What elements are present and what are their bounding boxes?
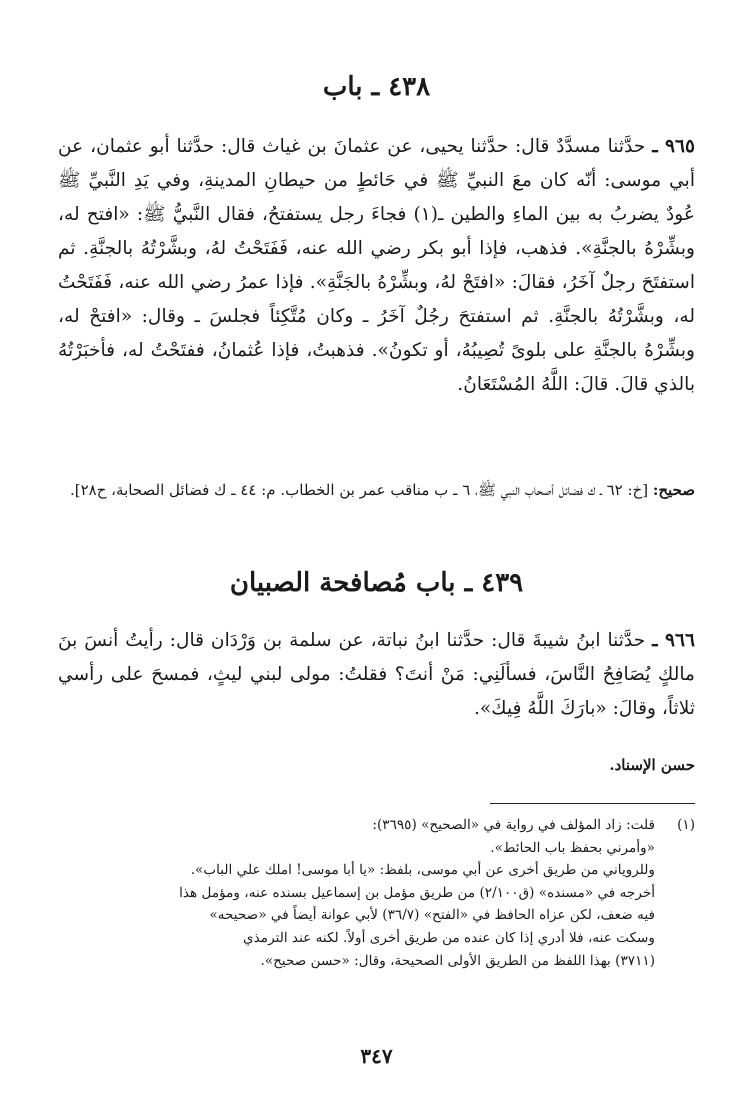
footnote-line: فيه ضعف، لكن عزاه الحافظ في «الفتح» (٣٦/٧) لأبي عوانة أيضاً في «صحيحه»: [209, 907, 655, 924]
hadith-965: [58, 130, 695, 402]
hadith-text: حدَّثنا مسدَّدٌ قال: حدَّثنا يحيى، عن عثمانَ بن غياث قال: حدَّثنا أبو عثمان، عن أبي موسى: أنّه كان معَ النبيِّ ﷺ في حَائطٍ من حيطانِ المدينةِ، وفي يَدِ النَّبيِّ ﷺ عُودٌ يضربُ به بين الماءِ والطين ـ(١) فجاءَ رجل يستفتحُ، فقال النَّبيُّ ﷺ: «افتح له، وبشِّرْهُ بالجنَّةِ». فذهب، فإذا أبو بكر رضي الله عنه، فَفَتَحْتُ لهُ، وبشَّرْتُهُ بالجنَّةِ. ثم استفتَحَ رجلٌ آخَرُ، فقالَ: «افتَحْ لهُ، وبشِّرْهُ بالجَنَّةِ». فإذا عمرُ رضي الله عنه، فَفَتَحْتُ له، وبشَّرْتُهُ بالجنَّةِ. ثم استفتحَ رجُلٌ آخَرُ ـ وكان مُتَّكِئاً فجلسَ ـ وقال: «افتحْ له، وبشِّرْهُ بالجنَّةِ على بلوىً تُصِيبُهُ، أو تكونُ». فذهبتُ، فإذا عُثمانُ، ففتَحْتُ له، فأخبَرْتُهُ بالذي قالَ. قالَ: اللَّهُ المُسْتَعَانُ.: [58, 136, 696, 395]
hadith-number: ٩٦٥ ـ: [652, 136, 696, 157]
footnote-line: أخرجه في «مسنده» (ق٢/١٠٠) من طريق مؤمل بن إسماعيل بسنده عنه، ومؤمل هذا: [179, 884, 655, 901]
hadith-number: ٩٦٦ ـ: [652, 630, 695, 651]
grading-label: صحيح:: [652, 481, 695, 499]
page-number: ٣٤٧: [360, 1044, 393, 1068]
chapter-title-439: ٤٣٩ ـ باب مُصافحة الصبيان: [229, 568, 524, 598]
footnote-marker: (١): [677, 817, 695, 833]
footnote-line: (٣٧١١) بهذا اللفظ من الطريق الأولى الصحيحة، وقال: «حسن صحيح».: [260, 952, 655, 969]
footnote-line: قلت: زاد المؤلف في رواية في «الصحيح» (٣٦٩٥):: [372, 817, 655, 833]
hadith-966: [58, 624, 695, 726]
footnote-divider: [490, 803, 695, 804]
footnote-1: [58, 814, 695, 972]
hadith-grading-966: حسن الإسناد.: [609, 756, 695, 774]
book-page: [58, 0, 695, 1096]
footnote-body: [58, 814, 655, 972]
grading-references: [خ: ٦٢ ـ ك فضائل أصحاب النبي ﷺ، ٦ ـ ب مناقب عمر بن الخطاب. م: ٤٤ ـ ك فضائل الصحابة، ح٢٨].: [69, 481, 649, 499]
footnote-line: «وأمرني بحفظ باب الحائط».: [490, 839, 655, 856]
hadith-text: حدَّثنا ابنُ شيبةَ قال: حدَّثنا ابنُ نباتة، عن سلمة بن وَرْدَان قال: رأيتُ أنسَ بنَ مالكٍ يُصَافِحُ النَّاسَ، فسألَنِي: مَنْ أنتَ؟ فقلتُ: مولى لبني ليثٍ، فمسحَ على رأسي ثلاثاً، وقالَ: «بارَكَ اللَّهُ فِيكَ».: [58, 630, 695, 719]
footnote-line: وللروياني من طريق أخرى عن أبي موسى، بلفظ: «يا أبا موسى! املك علي الباب».: [190, 862, 655, 879]
chapter-title-438: ٤٣٨ ـ باب: [322, 72, 431, 102]
hadith-grading-965: [58, 477, 695, 503]
footnote-line: وسكت عنه، فلا أدري إذا كان عنده من طريق أخرى أولاً. لكنه عند الترمذي: [243, 929, 655, 946]
